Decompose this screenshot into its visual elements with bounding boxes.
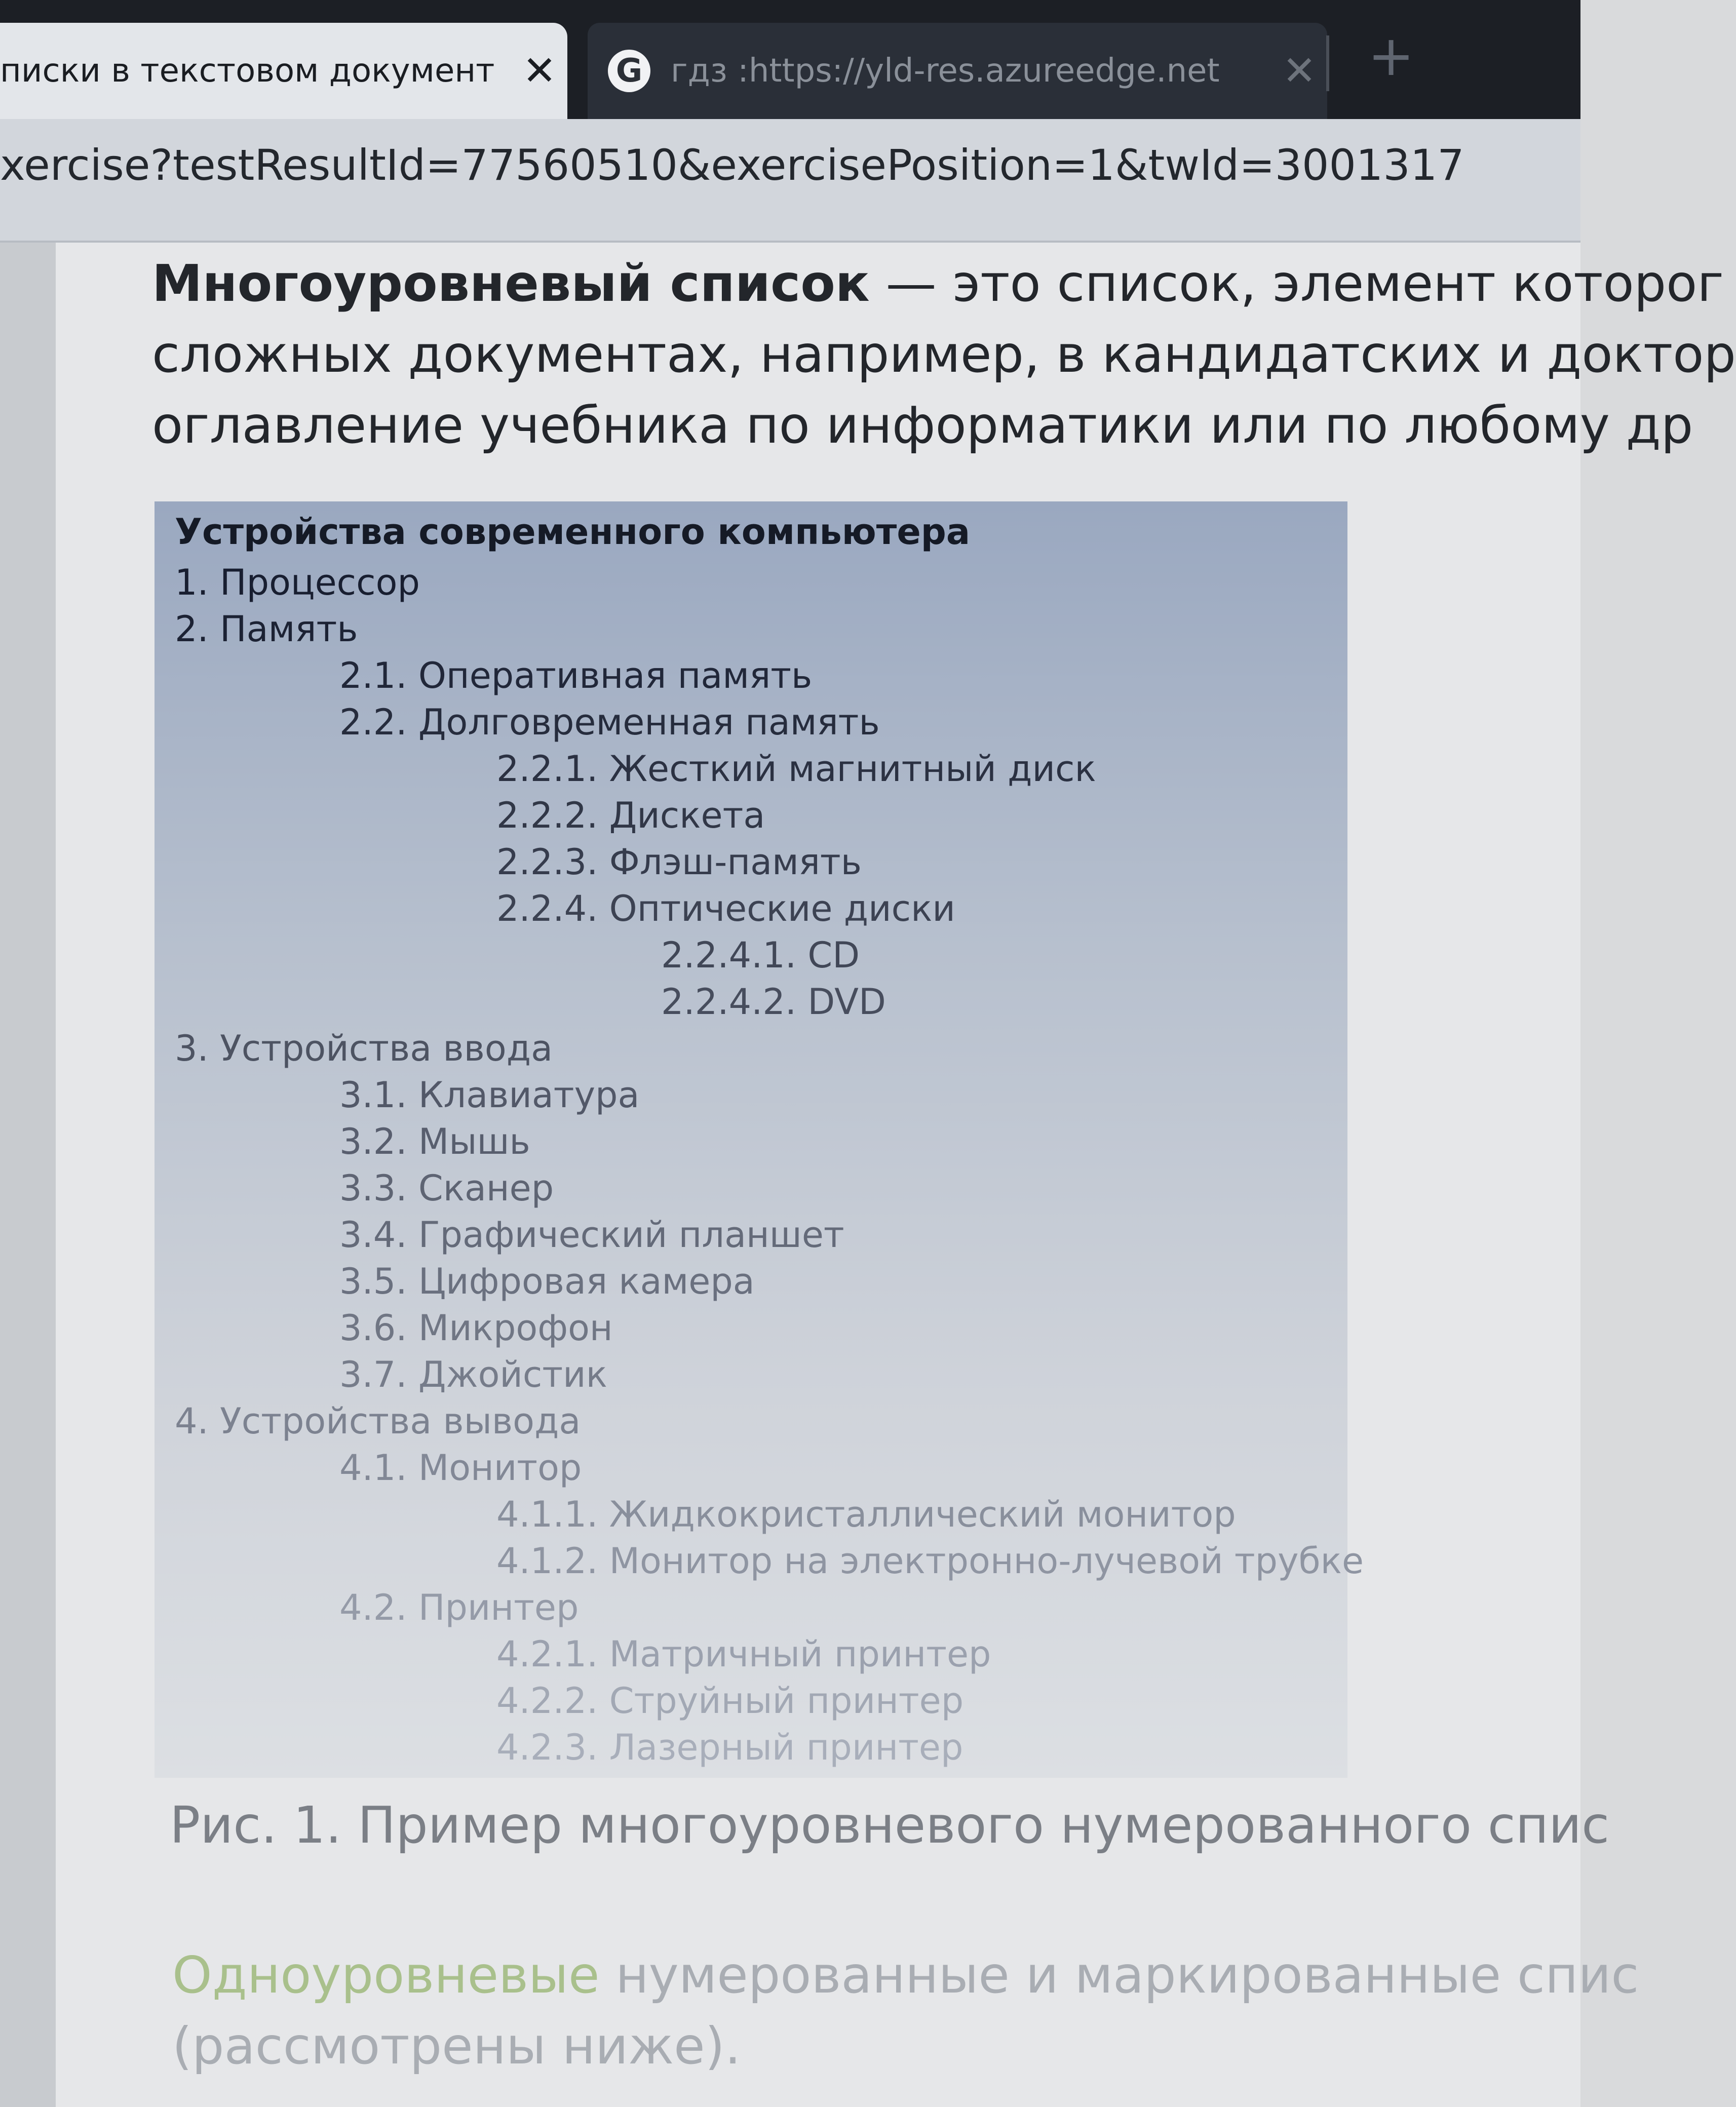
outro-line2: (рассмотрены ниже). <box>172 2016 741 2076</box>
close-icon[interactable]: ✕ <box>522 47 557 94</box>
address-bar[interactable] <box>0 119 1580 243</box>
tab-google[interactable] <box>588 23 1327 119</box>
single-level-link[interactable]: Одноуровневые <box>172 1945 600 2005</box>
list-item-level-1: 3.2. Мышь <box>339 1121 530 1162</box>
url-text[interactable]: xercise?testResultId=77560510&exercisePosition=1&twId=3001317 <box>0 140 1464 190</box>
list-item-level-1: 3.5. Цифровая камера <box>339 1261 755 1302</box>
intro-paragraph <box>152 248 1736 461</box>
list-item-level-2: 2.2.2. Дискета <box>496 795 765 836</box>
tab-title: гдз :https://yld-res.azureedge.net <box>671 52 1220 90</box>
tab-title: писки в текстовом документ <box>0 52 495 90</box>
figure-title: Устройства современного компьютера <box>175 511 971 553</box>
tab-bar <box>0 0 1580 119</box>
list-item-level-2: 4.2.3. Лазерный принтер <box>496 1727 963 1768</box>
outro-line1: нумерованные и маркированные спис <box>599 1945 1639 2005</box>
list-item-level-2: 4.2.2. Струйный принтер <box>496 1680 964 1722</box>
list-item-level-1: 3.7. Джойстик <box>339 1354 607 1395</box>
left-sidebar <box>0 243 56 2107</box>
list-item-level-2: 4.1.1. Жидкокристаллический монитор <box>496 1494 1236 1535</box>
intro-line1: — это список, элемент которог <box>869 254 1724 313</box>
new-tab-icon[interactable]: + <box>1368 23 1415 88</box>
list-item-level-1: 4.2. Принтер <box>339 1587 579 1628</box>
list-item-level-1: 4.1. Монитор <box>339 1447 582 1489</box>
tab-active[interactable] <box>0 23 567 119</box>
list-item-level-1: 2.1. Оперативная память <box>339 655 813 696</box>
tab-divider <box>1326 35 1329 91</box>
figure-caption: Рис. 1. Пример многоуровневого нумерованного спис <box>170 1796 1610 1855</box>
list-item-level-2: 2.2.4. Оптические диски <box>496 888 955 929</box>
list-item-level-0: 4. Устройства вывода <box>175 1400 581 1442</box>
intro-line2: сложных документах, например, в кандидатских и доктор <box>152 325 1736 384</box>
list-item-level-1: 2.2. Долговременная память <box>339 701 880 743</box>
list-item-level-1: 3.3. Сканер <box>339 1167 554 1209</box>
list-item-level-0: 1. Процессор <box>175 562 420 603</box>
close-icon[interactable]: ✕ <box>1282 47 1317 94</box>
list-item-level-0: 2. Память <box>175 608 358 650</box>
list-item-level-1: 3.6. Микрофон <box>339 1307 613 1349</box>
list-item-level-1: 3.4. Графический планшет <box>339 1214 844 1256</box>
intro-line3: оглавление учебника по информатики или по любому др <box>152 396 1693 455</box>
list-item-level-3: 2.2.4.2. DVD <box>661 981 886 1023</box>
list-item-level-2: 2.2.1. Жесткий магнитный диск <box>496 748 1096 790</box>
intro-term: Многоуровневый список <box>152 254 870 313</box>
list-item-level-2: 4.1.2. Монитор на электронно-лучевой трубке <box>496 1540 1364 1582</box>
google-icon: G <box>608 50 650 92</box>
multilevel-list-figure <box>155 501 1364 1778</box>
outro-paragraph <box>172 1940 1639 2082</box>
list-item-level-1: 3.1. Клавиатура <box>339 1074 640 1116</box>
list-item-level-2: 4.2.1. Матричный принтер <box>496 1633 991 1675</box>
list-item-level-0: 3. Устройства ввода <box>175 1028 553 1069</box>
list-item-level-3: 2.2.4.1. CD <box>661 934 860 976</box>
list-item-level-2: 2.2.3. Флэш-память <box>496 841 862 883</box>
